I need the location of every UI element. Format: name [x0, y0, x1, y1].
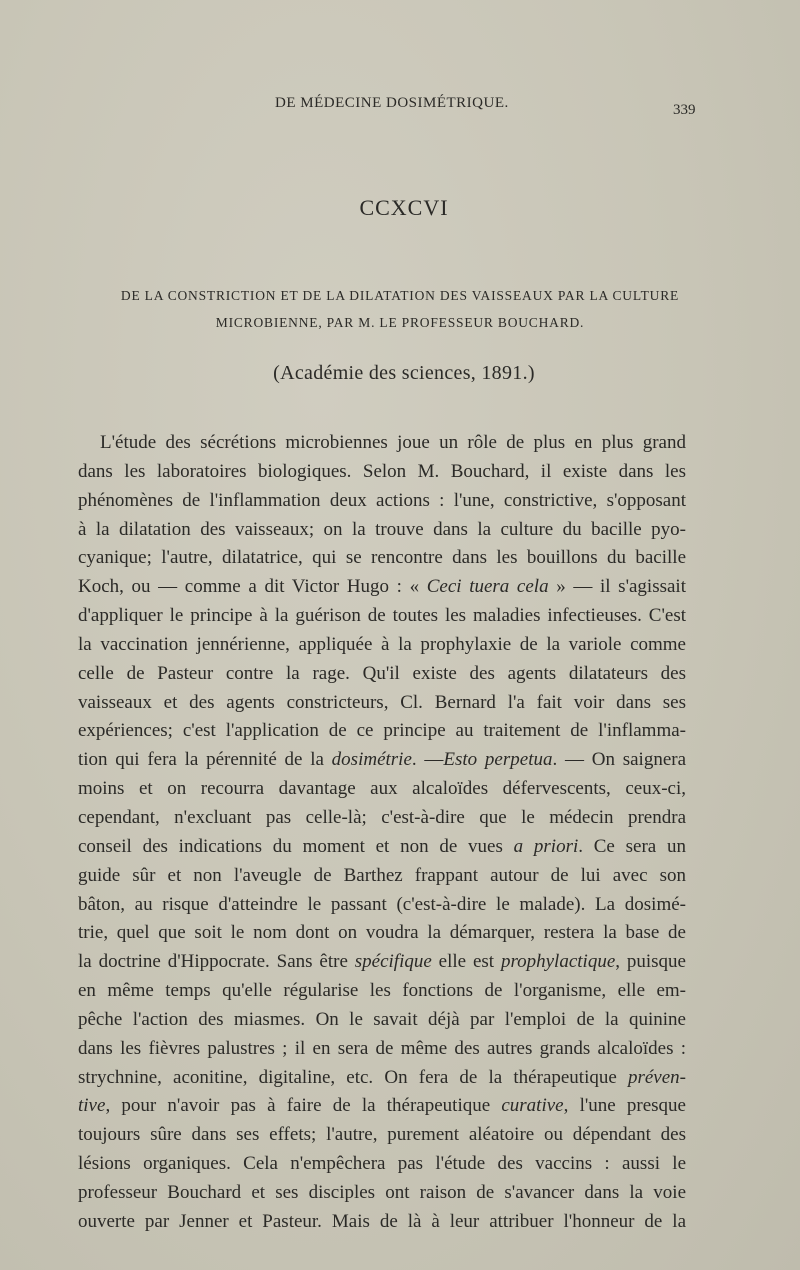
- page-number: 339: [673, 102, 696, 118]
- chapter-title-line: MICROBIENNE, PAR M. LE PROFESSEUR BOUCHARD.: [215, 315, 585, 330]
- text-line: dans les laboratoires biologiques. Selon M. Bouchard, il existe dans les: [78, 460, 686, 482]
- text-line: moins et on recourra davantage aux alcaloïdes défervescents, ceux-ci,: [78, 778, 686, 800]
- text-line: à la dilatation des vaisseaux; on la trouve dans la culture du bacille pyo-: [78, 518, 686, 540]
- body-text: [78, 429, 686, 1237]
- text-line: ouverte par Jenner et Pasteur. Mais de là à leur attribuer l'honneur de la: [78, 1210, 686, 1232]
- text-line: tive, pour n'avoir pas à faire de la thérapeutique curative, l'une presque: [78, 1095, 686, 1117]
- text-line: d'appliquer le principe à la guérison de toutes les maladies infectieuses. C'est: [78, 605, 686, 627]
- text-line: en même temps qu'elle régularise les fonctions de l'organisme, elle em-: [78, 980, 686, 1002]
- text-line: professeur Bouchard et ses disciples ont raison de s'avancer dans la voie: [78, 1181, 686, 1203]
- text-line: conseil des indications du moment et non de vues a priori. Ce sera un: [78, 835, 686, 857]
- chapter-number: CCXCVI: [359, 195, 449, 220]
- text-line: phénomènes de l'inflammation deux actions : l'une, constrictive, s'opposant: [78, 489, 686, 511]
- text-line: vaisseaux et des agents constricteurs, Cl. Bernard l'a fait voir dans ses: [78, 691, 686, 713]
- text-line: la doctrine d'Hippocrate. Sans être spécifique elle est prophylactique, puisque: [78, 951, 686, 973]
- chapter-title-line: DE LA CONSTRICTION ET DE LA DILATATION DES VAISSEAUX PAR LA CULTURE: [120, 288, 680, 303]
- text-line: Koch, ou — comme a dit Victor Hugo : « Ceci tuera cela » — il s'agissait: [78, 576, 686, 598]
- running-head: DE MÉDECINE DOSIMÉTRIQUE.: [275, 95, 509, 111]
- text-line: dans les fièvres palustres ; il en sera de même des autres grands alcaloïdes :: [78, 1037, 686, 1059]
- text-line: strychnine, aconitine, digitaline, etc. On fera de la thérapeutique préven-: [78, 1066, 686, 1088]
- text-line: trie, quel que soit le nom dont on voudra la démarquer, restera la base de: [78, 922, 686, 944]
- source-citation: (Académie des sciences, 1891.): [273, 362, 535, 384]
- text-line: L'étude des sécrétions microbiennes joue un rôle de plus en plus grand: [100, 432, 686, 453]
- text-line: celle de Pasteur contre la rage. Qu'il existe des agents dilatateurs des: [78, 662, 686, 684]
- text-line: bâton, au risque d'atteindre le passant (c'est-à-dire le malade). La dosimé-: [78, 893, 686, 915]
- chapter-title: [120, 282, 680, 336]
- text-line: cyanique; l'autre, dilatatrice, qui se rencontre dans les bouillons du bacille: [78, 547, 686, 569]
- text-line: expériences; c'est l'application de ce principe au traitement de l'inflamma-: [78, 720, 686, 742]
- text-line: la vaccination jennérienne, appliquée à la prophylaxie de la variole comme: [78, 633, 686, 655]
- text-line: lésions organiques. Cela n'empêchera pas l'étude des vaccins : aussi le: [78, 1153, 686, 1175]
- text-line: guide sûr et non l'aveugle de Barthez frappant autour de lui avec son: [78, 864, 686, 886]
- text-line: cependant, n'excluant pas celle-là; c'est-à-dire que le médecin prendra: [78, 806, 686, 828]
- text-line: pêche l'action des miasmes. On le savait déjà par l'emploi de la quinine: [78, 1008, 686, 1030]
- text-line: tion qui fera la pérennité de la dosimétrie. —Esto perpetua. — On saignera: [78, 749, 687, 771]
- text-line: toujours sûre dans ses effets; l'autre, purement aléatoire ou dépendant des: [78, 1124, 686, 1146]
